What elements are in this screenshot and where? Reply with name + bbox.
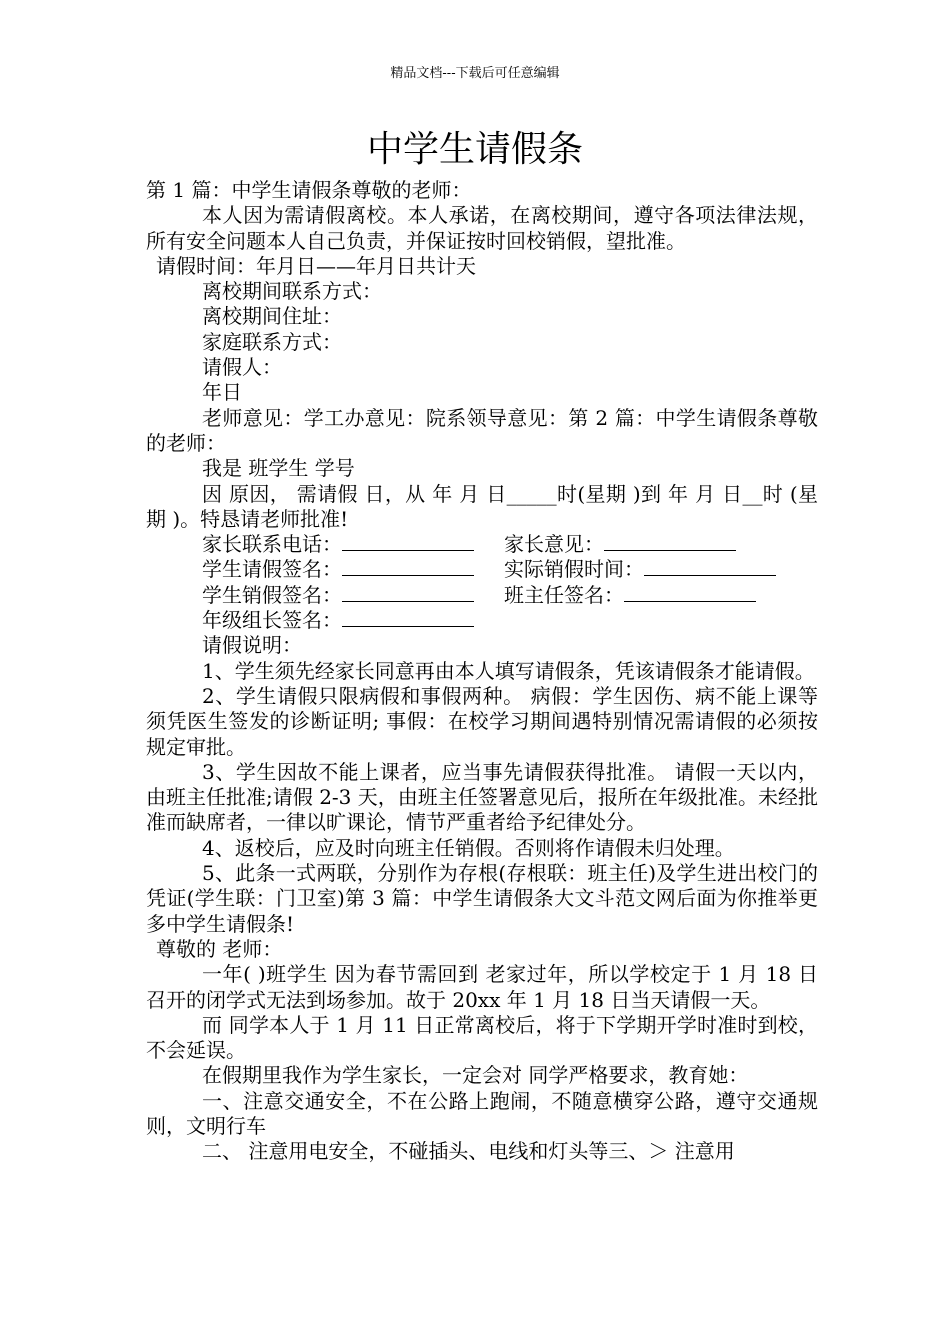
document-body <box>146 178 818 1165</box>
parent-phone-blank <box>342 532 474 551</box>
teacher-sign-blank <box>624 583 756 602</box>
note-item: 1、学生须先经家长同意再由本人填写请假条，凭该请假条才能请假。 <box>202 658 815 683</box>
leave-reason-line: 因 原因， 需请假 日，从 年 月 日_____时(星期 )到 年 月 日__时 (星期 )。特恳请老师批准! <box>146 481 818 531</box>
teacher-sign-label: 班主任签名： <box>504 582 624 607</box>
form-row <box>146 583 818 608</box>
paragraph: 在假期里我作为学生家长，一定会对 同学严格要求，教育她： <box>202 1063 749 1088</box>
note-item: 3、学生因故不能上课者，应当事先请假获得批准。 请假一天以内，由班主任批准;请假 2-3 天，由班主任签署意见后，报所在年级批准。未经批准而缺席者，一律以旷课论，情节严重者给予纪律处分。 <box>146 759 818 835</box>
actual-return-time-blank <box>644 557 776 576</box>
paragraph: 二、 注意用电安全，不碰插头、电线和灯头等三、＞ 注意用 <box>202 1139 735 1164</box>
opinion-line: 老师意见：学工办意见：院系领导意见：第 2 篇：中学生请假条尊敬的老师： <box>146 405 818 455</box>
form-row <box>146 608 818 633</box>
section-1-heading: 第 1 篇：中学生请假条尊敬的老师： <box>146 178 472 202</box>
student-return-sign-blank <box>342 583 474 602</box>
document-title: 中学生请假条 <box>366 129 583 170</box>
paragraph: 本人因为需请假离校。本人承诺，在离校期间，遵守各项法律法规，所有安全问题本人自己负责，并保证按时回校销假，望批准。 <box>146 203 818 253</box>
grade-leader-sign-blank <box>342 608 474 627</box>
parent-opinion-blank <box>604 532 736 551</box>
applicant-line: 请假人： <box>202 355 282 380</box>
leave-period-line: 请假时间：年月日——年月日共计天 <box>156 253 476 278</box>
note-item: 2、学生请假只限病假和事假两种。 病假：学生因伤、病不能上课等须凭医生签发的诊断证明; 事假：在校学习期间遇特别情况需请假的必须按规定审批。 <box>146 683 818 759</box>
notes-heading: 请假说明： <box>202 633 302 658</box>
note-item: 5、此条一式两联，分别作为存根(存根联：班主任)及学生进出校门的凭证(学生联：门卫室)第 3 篇：中学生请假条大文斗范文网后面为你推举更多中学生请假条! <box>146 861 818 936</box>
page-header: 精品文档---下载后可任意编辑 <box>390 66 560 81</box>
family-contact-line: 家庭联系方式： <box>202 329 342 354</box>
salutation: 尊敬的 老师： <box>156 936 283 961</box>
actual-return-time-label: 实际销假时间： <box>504 557 644 582</box>
parent-phone-label: 家长联系电话： <box>202 532 342 557</box>
form-row <box>146 532 818 557</box>
grade-leader-sign-label: 年级组长签名： <box>202 608 342 633</box>
form-row <box>146 557 818 582</box>
paragraph: 而 同学本人于 1 月 11 日正常离校后，将于下学期开学时准时到校，不会延误。 <box>146 1012 818 1063</box>
student-return-sign-label: 学生销假签名： <box>202 582 342 607</box>
student-leave-sign-blank <box>342 557 474 576</box>
paragraph: 一、注意交通安全，不在公路上跑闹，不随意横穿公路，遵守交通规则，文明行车 <box>146 1088 818 1138</box>
parent-opinion-label: 家长意见： <box>504 532 604 557</box>
contact-line: 离校期间联系方式： <box>202 279 382 304</box>
note-item: 4、返校后，应及时向班主任销假。否则将作请假未归处理。 <box>202 835 735 860</box>
address-line: 离校期间住址： <box>202 304 342 329</box>
paragraph: 一年( )班学生 因为春节需回到 老家过年，所以学校定于 1 月 18 日召开的闭学式无法到场参加。故于 20xx 年 1 月 18 日当天请假一天。 <box>146 962 818 1012</box>
student-info-line: 我是 班学生 学号 <box>202 456 355 481</box>
date-line: 年日 <box>202 380 242 405</box>
student-leave-sign-label: 学生请假签名： <box>202 557 342 582</box>
